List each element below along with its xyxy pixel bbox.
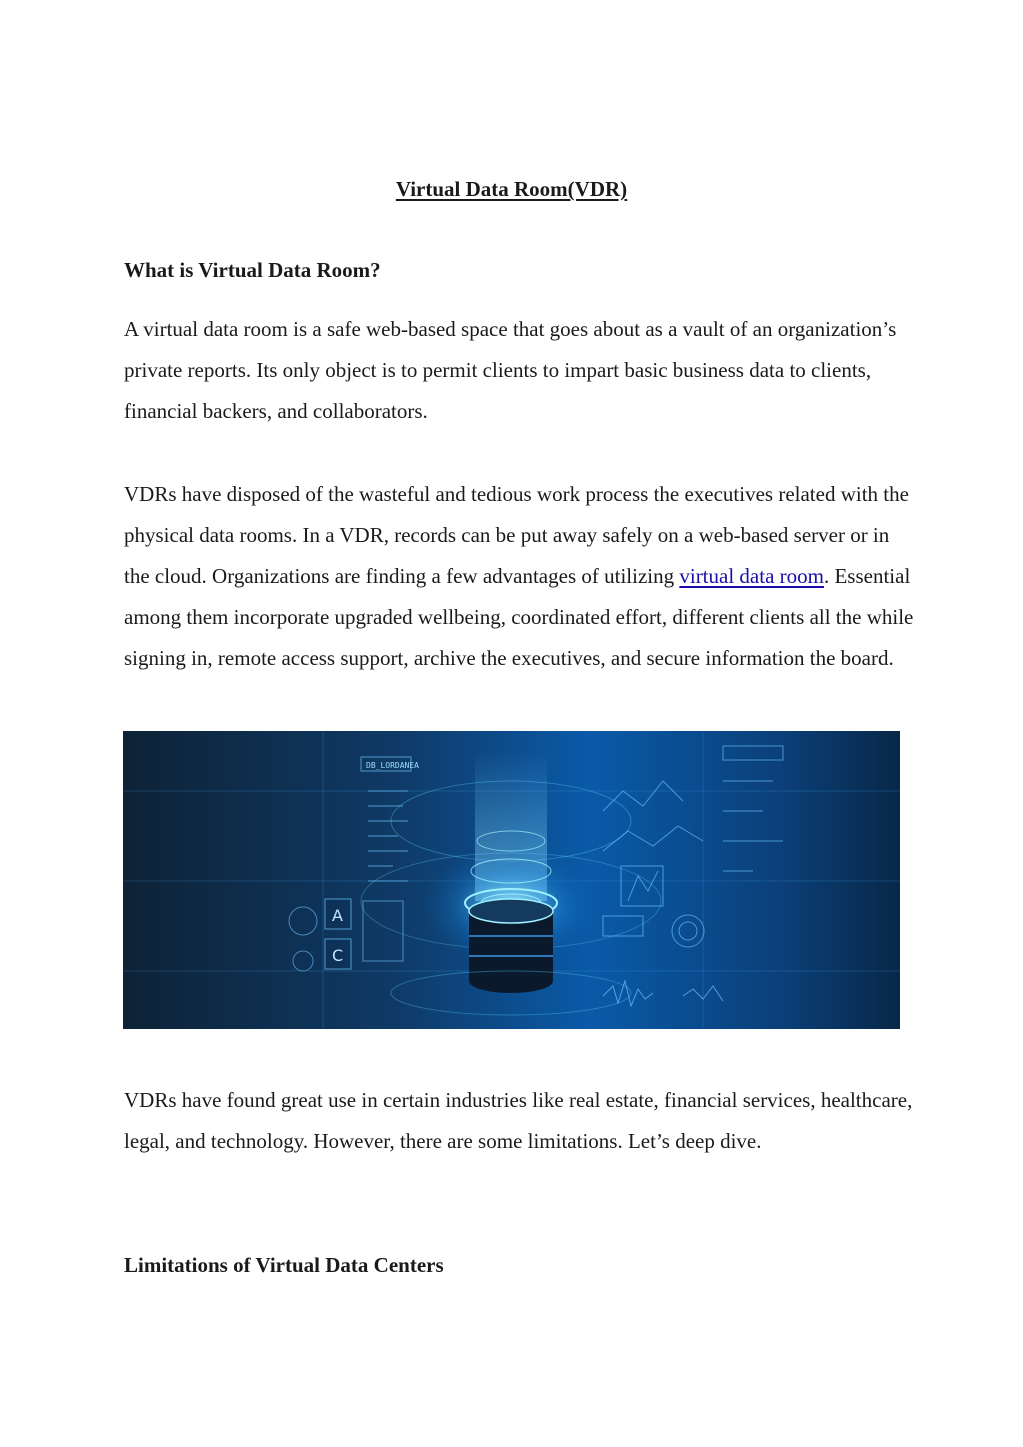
document-title: Virtual Data Room(VDR) (395, 177, 628, 201)
panel-label: DB_LORDANEA (366, 761, 419, 770)
virtual-data-room-link[interactable]: virtual data room (679, 564, 824, 588)
paragraph-text-part: . Essential among them incorporate upgraded wellbeing, coordinated effort, different clients all the while signing in, remote access support, archive the executives, and secure information the board. (124, 564, 914, 670)
paragraph-text-part: VDRs have disposed of the wasteful and tedious work process the executives related with the physical data rooms. In a VDR, records can be put away safely on a web-based server or in the cloud. Organizations are finding a few advantages of utilizing (124, 482, 909, 588)
letter-a: A (332, 906, 343, 925)
server-hologram-illustration (123, 731, 900, 1029)
section-heading-limitations: Limitations of Virtual Data Centers (124, 1253, 444, 1277)
server-cylinder (469, 899, 553, 993)
paragraph-vdr-advantages (124, 474, 914, 679)
data-panel-left (361, 757, 419, 881)
paragraph-vdr-industries: VDRs have found great use in certain industries like real estate, financial services, healthcare, legal, and technology. However, there are some limitations. Let’s deep dive. (124, 1088, 913, 1153)
data-panel-right (603, 746, 783, 947)
section-heading-what-is-vdr: What is Virtual Data Room? (124, 258, 381, 282)
letter-c: C (332, 946, 344, 965)
paragraph-vdr-definition: A virtual data room is a safe web-based space that goes about as a vault of an organization’s private reports. Its only object is to permit clients to impart basic business data to clients, financial backers, and collaborators. (124, 317, 897, 423)
hero-image (123, 731, 900, 1029)
